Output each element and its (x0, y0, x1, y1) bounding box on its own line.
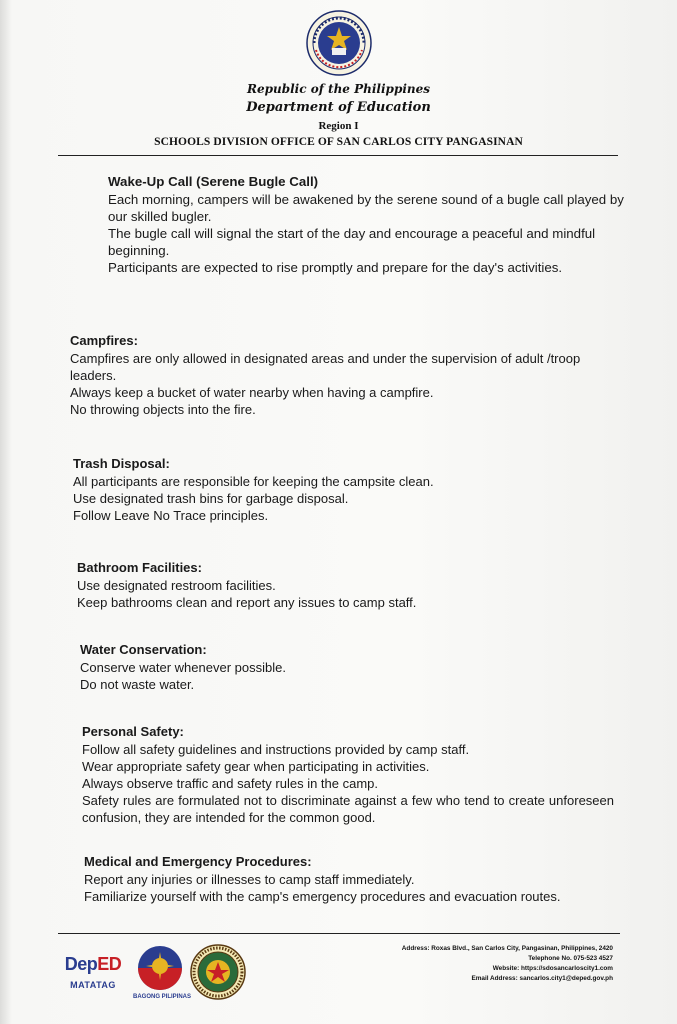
division-seal-icon (190, 944, 246, 1000)
list-item: Familiarize yourself with the camp's emergency procedures and evacuation routes. (84, 889, 561, 904)
region-heading: Region I (318, 120, 359, 132)
medical-emergency-section (84, 853, 614, 905)
deped-seal-icon (306, 10, 372, 76)
bathroom-facilities-section (77, 559, 617, 611)
header-divider (58, 155, 618, 156)
office-heading: SCHOOLS DIVISION OFFICE OF SAN CARLOS CITY PANGASINAN (154, 136, 523, 148)
section-title: Campfires: (70, 333, 138, 348)
personal-safety-section (82, 723, 614, 826)
list-item: No throwing objects into the fire. (70, 402, 256, 417)
list-item: Use designated restroom facilities. (77, 578, 276, 593)
deped-logo-text: DepED (64, 954, 122, 974)
list-item: Always observe traffic and safety rules in the camp. (82, 776, 379, 791)
list-item: Each morning, campers will be awakened by the serene sound of a bugle call played by our skilled bugler. (108, 192, 624, 224)
list-item: Report any injuries or illnesses to camp staff immediately. (84, 872, 415, 887)
trash-disposal-section (73, 455, 613, 524)
list-item: Do not waste water. (80, 677, 195, 692)
water-conservation-section (80, 641, 620, 693)
division-seal (190, 944, 246, 1004)
list-item: Always keep a bucket of water nearby when having a campfire. (70, 385, 434, 400)
matatag-label: MATATAG (70, 980, 116, 990)
list-item: Wear appropriate safety gear when participating in activities. (82, 759, 430, 774)
section-title: Personal Safety: (82, 724, 184, 739)
list-item: Campfires are only allowed in designated areas and under the supervision of adult /troop leaders. (70, 351, 581, 383)
wake-up-section (108, 173, 628, 276)
list-item: The bugle call will signal the start of the day and encourage a peaceful and mindful beginning. (108, 226, 596, 258)
list-item: Follow Leave No Trace principles. (73, 508, 269, 523)
bagong-pilipinas-logo (132, 944, 191, 1004)
section-title: Wake-Up Call (Serene Bugle Call) (108, 174, 319, 189)
footer-divider (58, 933, 620, 934)
list-item: Use designated trash bins for garbage disposal. (73, 491, 349, 506)
website-line: Website: https://sdosancarloscity1.com (492, 965, 613, 972)
contact-info (402, 944, 613, 984)
telephone-line: Telephone No. 075-523 4527 (528, 955, 613, 962)
section-title: Water Conservation: (80, 642, 207, 657)
bagong-pilipinas-label: BAGONG PILIPINAS (132, 994, 191, 1000)
section-title: Bathroom Facilities: (77, 560, 202, 575)
deped-matatag-logo (62, 944, 124, 1004)
list-item: Keep bathrooms clean and report any issues to camp staff. (77, 595, 417, 610)
list-item: Participants are expected to rise promptly and prepare for the day's activities. (108, 260, 563, 275)
section-title: Medical and Emergency Procedures: (84, 854, 312, 869)
section-title: Trash Disposal: (73, 456, 170, 471)
list-item: Follow all safety guidelines and instructions provided by camp staff. (82, 742, 470, 757)
republic-heading: Republic of the Philippines (246, 82, 431, 96)
campfires-section (70, 332, 630, 418)
email-line: Email Address: sancarlos.city1@deped.gov.ph (471, 975, 613, 982)
bagong-pilipinas-icon (134, 944, 186, 992)
list-item: Conserve water whenever possible. (80, 660, 286, 675)
list-item: All participants are responsible for keeping the campsite clean. (73, 474, 434, 489)
address-line: Address: Roxas Blvd., San Carlos City, Pangasinan, Philippines, 2420 (401, 945, 613, 952)
list-item: Safety rules are formulated not to discriminate against a few who tend to create unforeseen confusion, they are intended for the common good. (82, 793, 614, 825)
department-heading: Department of Education (246, 100, 431, 115)
